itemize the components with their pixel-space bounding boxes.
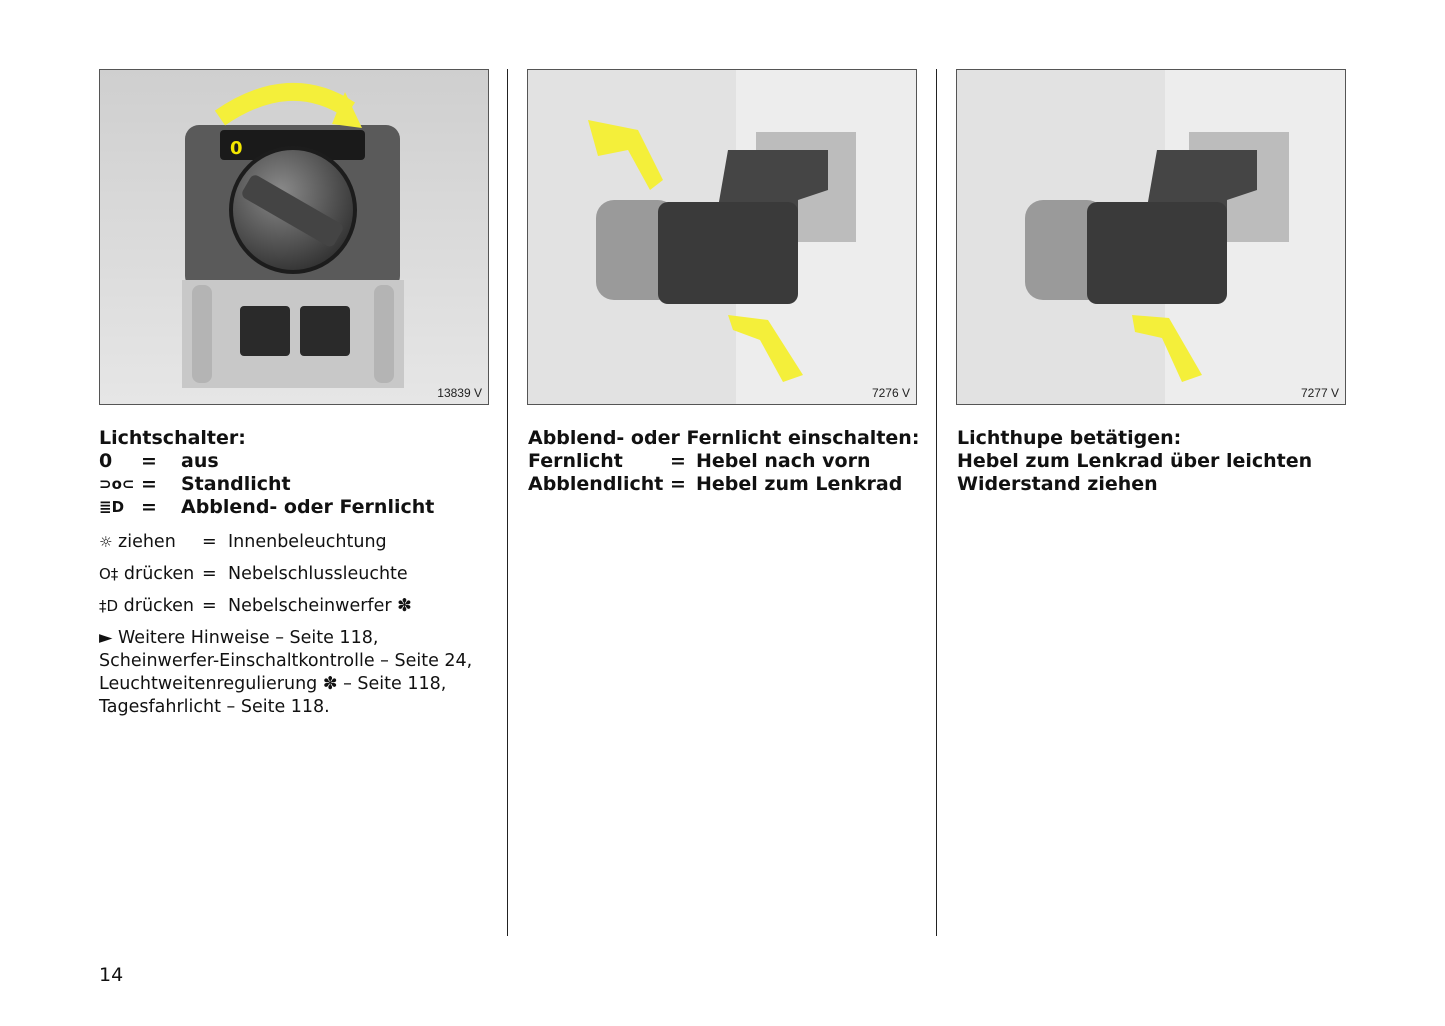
equals-sign: = — [202, 596, 217, 616]
legend-symbol: 0 — [99, 450, 113, 472]
legend-label: Standlicht — [181, 473, 291, 495]
control-label: Nebelscheinwerfer ✽ — [228, 596, 412, 616]
control-row — [99, 595, 499, 617]
control-action: drücken — [123, 596, 195, 616]
row-value: Hebel zum Lenkrad — [696, 473, 903, 495]
equals-sign: = — [670, 450, 686, 472]
control-row — [99, 563, 499, 585]
row-label: Fernlicht — [528, 450, 623, 472]
control-action: ziehen — [118, 532, 176, 552]
figure-number: 7277 V — [1300, 386, 1339, 400]
section-heading: Lichtschalter: — [99, 427, 246, 449]
equals-sign: = — [670, 473, 686, 495]
equals-sign: = — [141, 450, 157, 472]
stalk-row — [528, 450, 928, 473]
row-label: Abblendlicht — [528, 473, 664, 495]
figure-light-switch — [99, 69, 489, 405]
note-line: ► Weitere Hinweise – Seite 118, — [99, 628, 379, 648]
section-heading: Lichthupe betätigen: — [957, 427, 1182, 449]
figure-stalk-forward — [527, 69, 917, 405]
rear-fog-light-icon: O‡ — [99, 565, 119, 583]
column-flasher-text — [957, 427, 1357, 496]
cross-references — [99, 627, 499, 719]
row-value: Hebel nach vorn — [696, 450, 871, 472]
equals-sign: = — [141, 496, 157, 518]
column-divider — [507, 69, 508, 936]
figure-number: 7276 V — [871, 386, 910, 400]
note-line: Scheinwerfer-Einschaltkontrolle – Seite 24, — [99, 651, 473, 671]
legend-row — [99, 496, 499, 519]
stalk-row — [528, 473, 928, 496]
equals-sign: = — [202, 532, 217, 552]
column-divider — [936, 69, 937, 936]
legend-label: Abblend- oder Fernlicht — [181, 496, 435, 518]
switch-position-off: 0 — [230, 138, 243, 159]
legend-row — [99, 450, 499, 473]
control-label: Innenbeleuchtung — [228, 532, 387, 552]
control-label: Nebelschlussleuchte — [228, 564, 408, 584]
parking-light-icon: ⊃o⊂ — [99, 475, 135, 493]
figure-headlight-flasher — [956, 69, 1346, 405]
column-light-switch-text — [99, 427, 499, 719]
legend-label: aus — [181, 450, 219, 472]
page-number: 14 — [99, 964, 124, 986]
figure-number: 13839 V — [437, 386, 482, 400]
equals-sign: = — [202, 564, 217, 584]
instruction-line: Hebel zum Lenkrad über leichten — [957, 450, 1313, 472]
instruction-line: Widerstand ziehen — [957, 473, 1158, 495]
equals-sign: = — [141, 473, 157, 495]
control-row — [99, 531, 499, 553]
note-line: Tagesfahrlicht – Seite 118. — [99, 697, 330, 717]
column-stalk-text — [528, 427, 928, 496]
note-line: Leuchtweitenregulierung ✽ – Seite 118, — [99, 674, 447, 694]
interior-light-icon: ☼ — [99, 533, 113, 551]
front-fog-light-icon: ‡D — [99, 597, 119, 615]
section-heading: Abblend- oder Fernlicht einschalten: — [528, 427, 920, 449]
headlight-icon: ≣D — [99, 498, 125, 516]
legend-row — [99, 473, 499, 496]
control-action: drücken — [123, 564, 195, 584]
